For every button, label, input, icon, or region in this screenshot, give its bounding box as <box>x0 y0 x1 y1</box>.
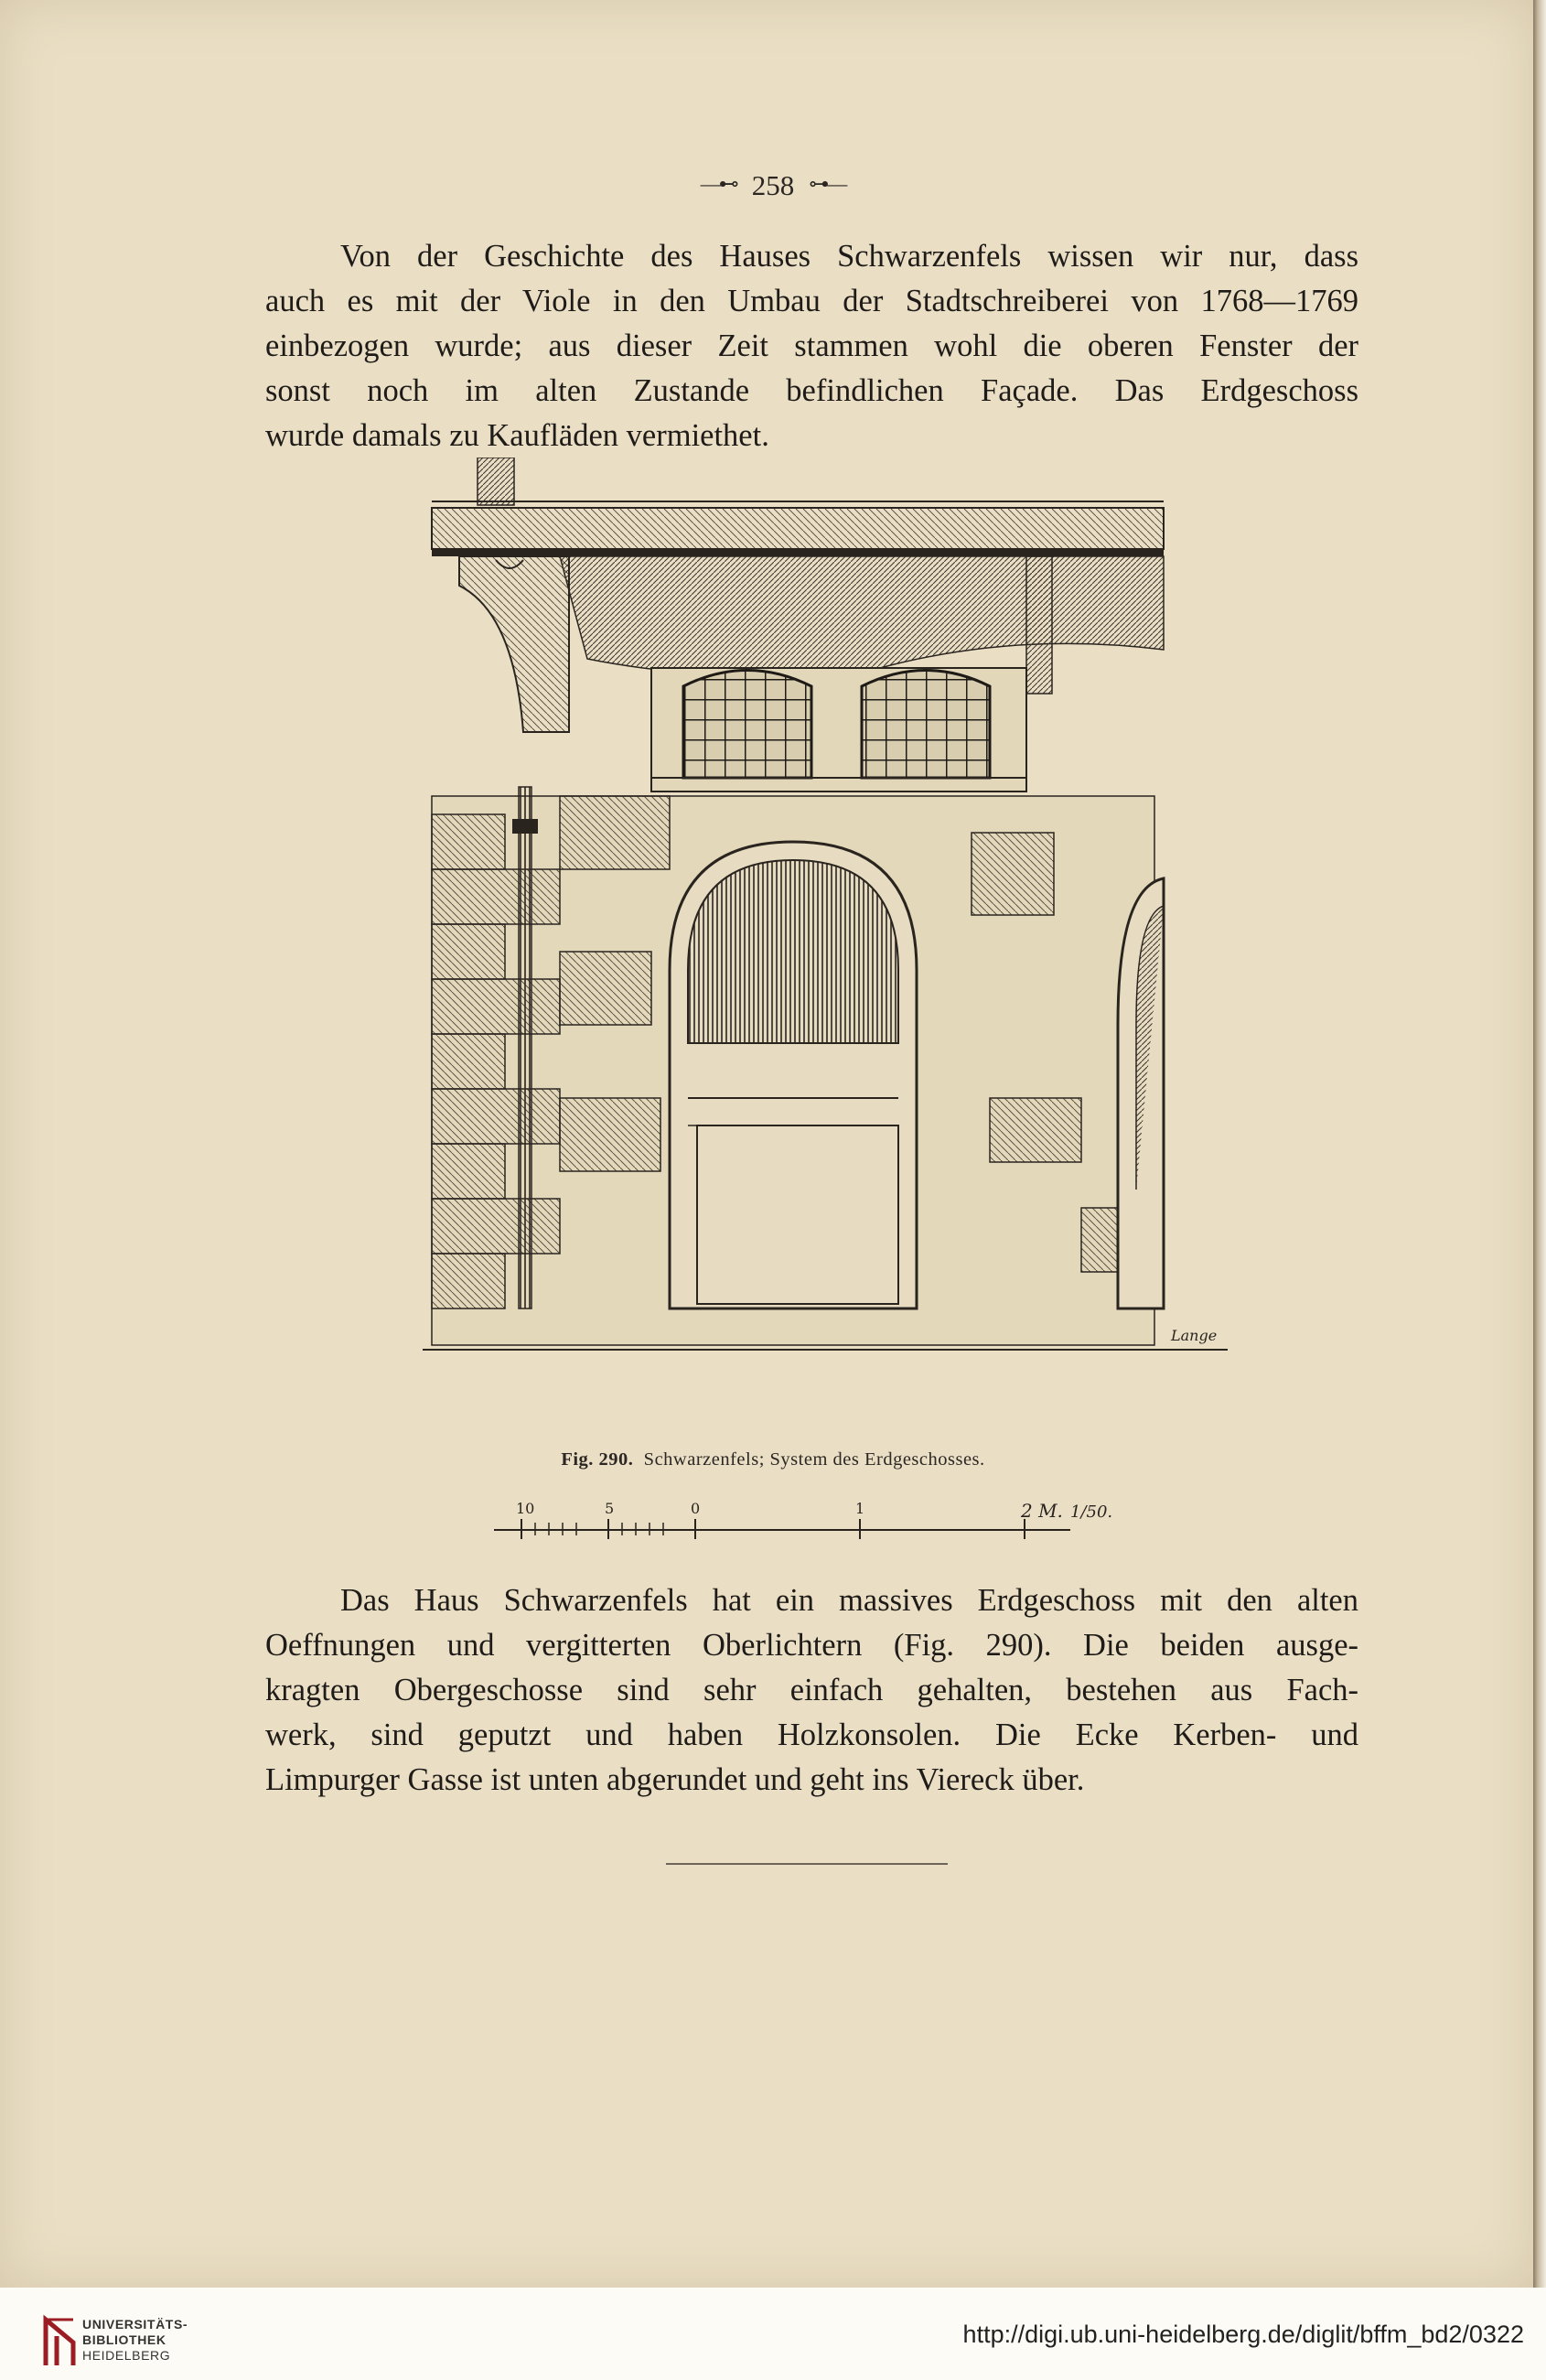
cornice <box>432 458 1164 556</box>
text-line: Das Haus Schwarzenfels hat ein massives Erdgeschoss mit den alten <box>340 1583 1358 1618</box>
caption-text: Schwarzenfels; System des Erdgeschosses. <box>643 1449 985 1470</box>
artist-signature: Lange <box>1171 1327 1218 1344</box>
text-line: Oeffnungen und vergitterten Oberlichtern (Fig. 290). Die beiden ausge- <box>265 1628 1358 1663</box>
library-line-2: BIBLIOTHEK <box>82 2332 166 2347</box>
scale-label-0: 0 <box>691 1500 701 1517</box>
scale-bar <box>485 1492 1180 1546</box>
paragraph-history <box>265 234 1358 458</box>
end-rule <box>666 1863 948 1865</box>
text-line: wurde damals zu Kaufläden vermiethet. <box>265 418 769 453</box>
text-line: auch es mit der Viole in den Umbau der Stadtschreiberei von 1768—1769 <box>265 284 1358 318</box>
figure-caption <box>0 1449 1546 1470</box>
scale-label-1: 1 <box>855 1500 865 1517</box>
text-line: Von der Geschichte des Hauses Schwarzenfels wissen wir nur, dass <box>340 239 1358 274</box>
text-line: werk, sind geputzt und haben Holzkonsolen. Die Ecke Kerben- und <box>265 1718 1358 1752</box>
scale-label-2m: 2 M. <box>1021 1500 1063 1522</box>
upper-windows <box>651 668 1026 792</box>
source-url-link[interactable]: http://digi.ub.uni-heidelberg.de/diglit/bffm_bd2/0322 <box>962 2321 1524 2348</box>
page-number-header <box>0 169 1546 202</box>
corbel-right <box>1026 556 1052 694</box>
ornament-right: ⊶— <box>809 172 846 195</box>
text-line: einbezogen wurde; aus dieser Zeit stammen wohl die oberen Fenster der <box>265 328 1358 363</box>
arched-doorway <box>670 842 917 1308</box>
text-line: kragten Obergeschosse sind sehr einfach gehalten, bestehen aus Fach- <box>265 1673 1358 1707</box>
library-line-3: HEIDELBERG <box>82 2348 171 2363</box>
scale-label-10: 10 <box>516 1500 535 1517</box>
arched-opening-right <box>1118 878 1164 1308</box>
page-number: 258 <box>751 169 795 201</box>
library-line-1: UNIVERSITÄTS- <box>82 2317 188 2332</box>
scale-label-ratio: 1/50. <box>1070 1502 1113 1522</box>
paragraph-description <box>265 1578 1358 1803</box>
text-line: Limpurger Gasse ist unten abgerundet und geht ins Viereck über. <box>265 1762 1085 1797</box>
library-name <box>82 2317 188 2364</box>
ornament-left: —⊷ <box>700 172 737 195</box>
soffit <box>560 556 1164 675</box>
caption-label: Fig. 290. <box>561 1449 634 1470</box>
page-edge-shadow <box>1533 0 1546 2288</box>
text-line: sonst noch im alten Zustande befindlichen Façade. Das Erdgeschoss <box>265 373 1358 408</box>
facade-engraving <box>423 458 1237 1418</box>
corbel-left <box>459 556 569 732</box>
scale-label-5: 5 <box>605 1500 615 1517</box>
